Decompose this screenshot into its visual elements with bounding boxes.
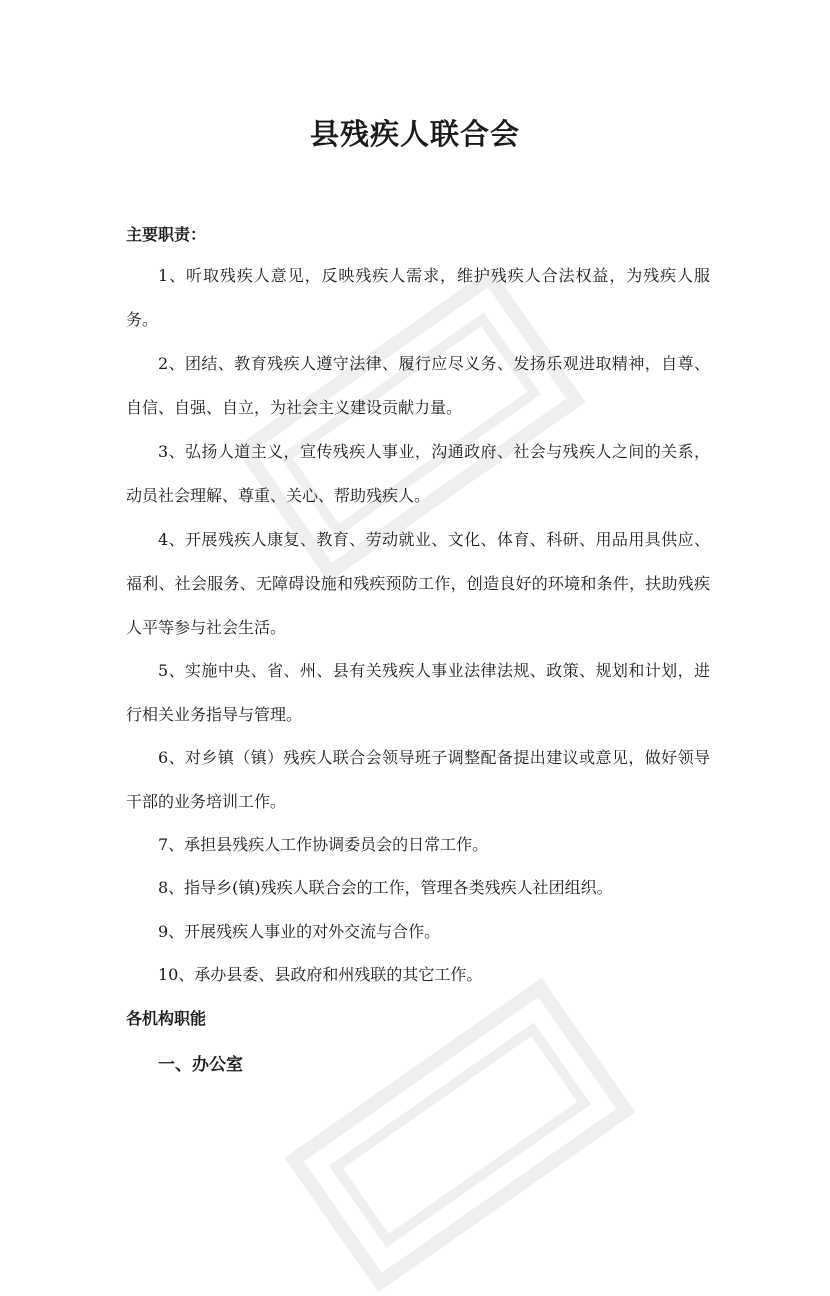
duty-item-5: 5、实施中央、省、州、县有关残疾人事业法律法规、政策、规划和计划，进行相关业务指导与管理。 <box>126 661 710 724</box>
duty-item-8: 8、指导乡(镇)残疾人联合会的工作，管理各类残疾人社团组织。 <box>158 878 613 897</box>
duty-item-10: 10、承办县委、县政府和州残联的其它工作。 <box>158 965 483 984</box>
duty-item-2: 2、团结、教育残疾人遵守法律、履行应尽义务、发扬乐观进取精神，自尊、自信、自强、自立，为社会主义建设贡献力量。 <box>126 354 710 417</box>
subsection-office: 一、办公室 <box>158 1055 243 1075</box>
watermark-icon <box>280 974 640 1296</box>
duty-item-7: 7、承担县残疾人工作协调委员会的日常工作。 <box>158 835 489 854</box>
duty-item-4: 4、开展残疾人康复、教育、劳动就业、文化、体育、科研、用品用具供应、福利、社会服务、无障碍设施和残疾预防工作，创造良好的环境和条件，扶助残疾人平等参与社会生活。 <box>126 530 710 637</box>
duty-item-9: 9、开展残疾人事业的对外交流与合作。 <box>158 922 441 941</box>
duty-item-3: 3、弘扬人道主义，宣传残疾人事业，沟通政府、社会与残疾人之间的关系，动员社会理解、尊重、关心、帮助残疾人。 <box>126 442 710 505</box>
duty-item-6: 6、对乡镇（镇）残疾人联合会领导班子调整配备提出建议或意见，做好领导干部的业务培训工作。 <box>126 748 710 811</box>
page-title: 县残疾人联合会 <box>309 117 520 151</box>
section-heading-duties: 主要职责： <box>126 225 207 244</box>
duty-item-1: 1、听取残疾人意见，反映残疾人需求，维护残疾人合法权益，为残疾人服务。 <box>126 266 710 329</box>
section-heading-departments: 各机构职能 <box>126 1009 207 1028</box>
